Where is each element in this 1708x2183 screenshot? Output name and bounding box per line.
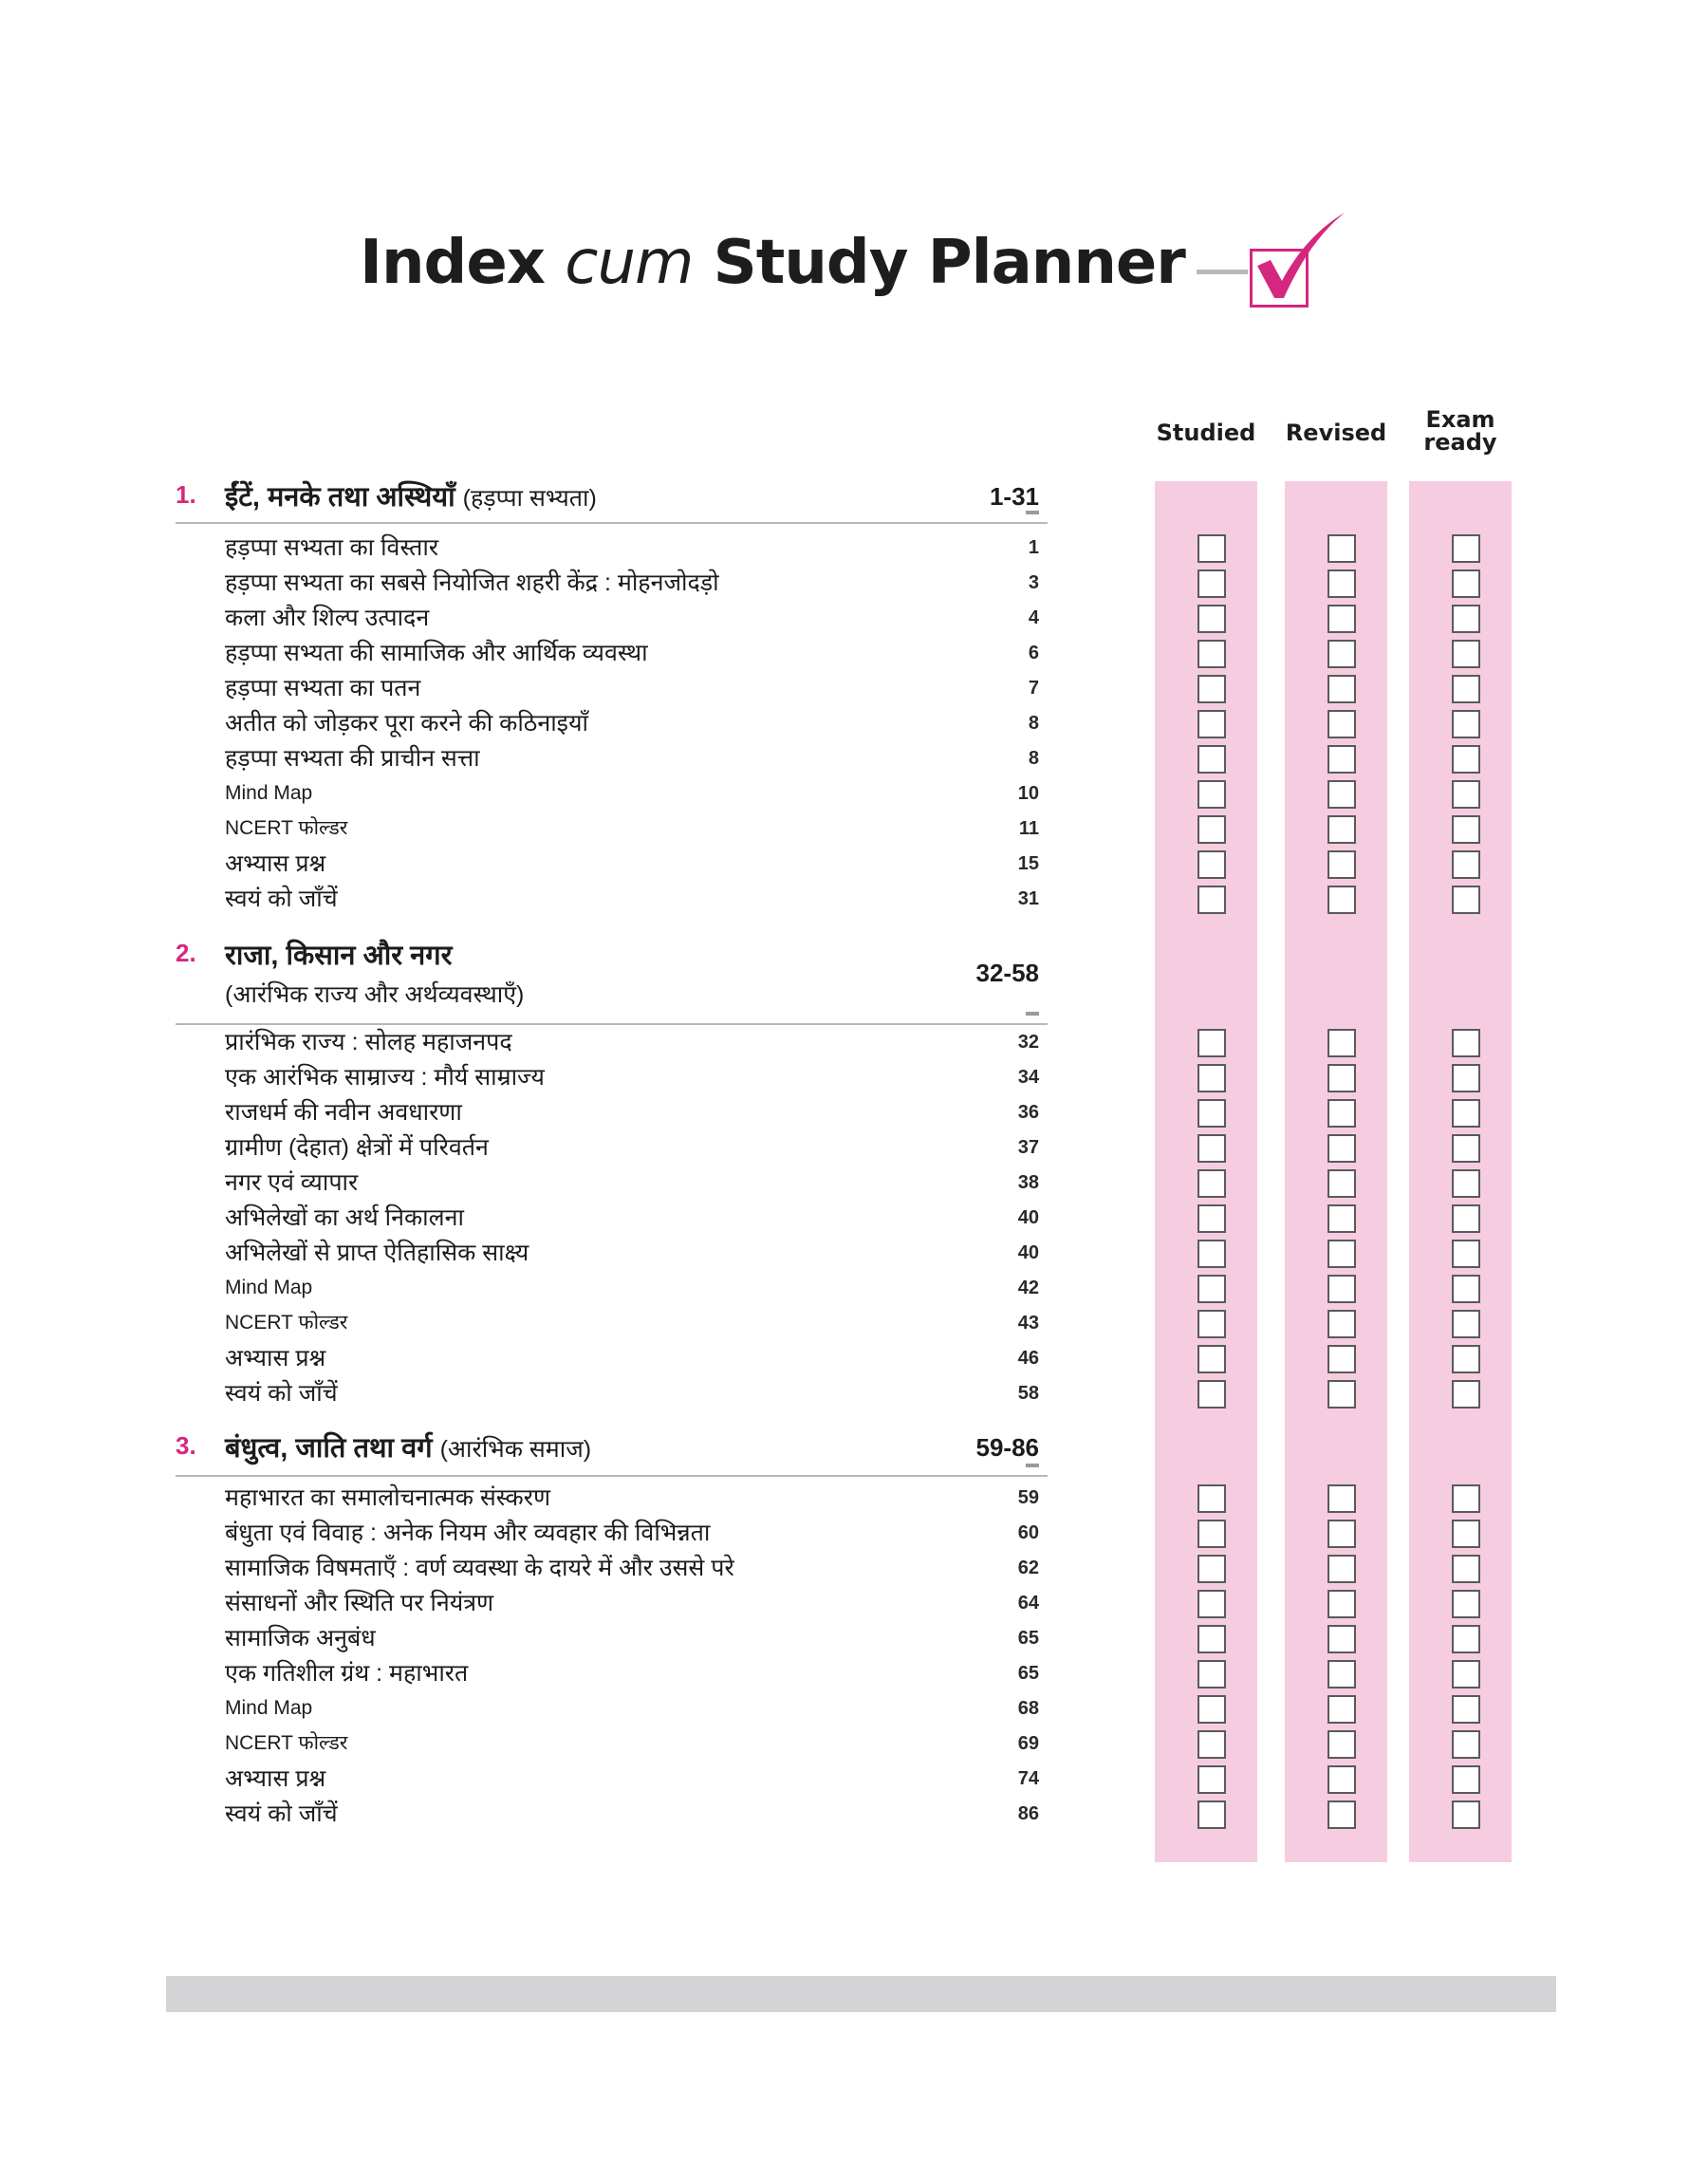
revised-checkbox[interactable]: [1327, 1695, 1356, 1724]
exam-ready-checkbox[interactable]: [1452, 534, 1480, 563]
revised-checkbox[interactable]: [1327, 605, 1356, 633]
topic-label: NCERT फोल्डर: [225, 817, 348, 839]
topic-label: एक गतिशील ग्रंथ : महाभारत: [225, 1660, 469, 1687]
chapter-title: [225, 1428, 591, 1465]
title-index: Index: [360, 228, 546, 298]
topic-page-number: 31: [1017, 888, 1039, 909]
topic-label: हड़प्पा सभ्यता की सामाजिक और आर्थिक व्यवस्था: [225, 640, 648, 666]
chapter-divider: [176, 1023, 1048, 1025]
studied-checkbox[interactable]: [1197, 1169, 1226, 1198]
studied-checkbox[interactable]: [1197, 1520, 1226, 1548]
topic-page-number: 58: [1017, 1383, 1039, 1404]
revised-checkbox[interactable]: [1327, 1310, 1356, 1338]
revised-checkbox[interactable]: [1327, 1730, 1356, 1759]
topic-label: हड़प्पा सभ्यता का विस्तार: [225, 534, 439, 561]
topic-label: अभ्यास प्रश्न: [225, 850, 326, 877]
revised-checkbox[interactable]: [1327, 675, 1356, 703]
chapter-divider-tick: [1026, 1012, 1039, 1016]
title-study-planner: Study Planner: [713, 228, 1185, 298]
exam-ready-checkbox[interactable]: [1452, 1275, 1480, 1303]
studied-checkbox[interactable]: [1197, 1484, 1226, 1513]
topic-label: स्वयं को जाँचें: [225, 1380, 338, 1407]
revised-checkbox[interactable]: [1327, 1520, 1356, 1548]
topic-label: एक आरंभिक साम्राज्य : मौर्य साम्राज्य: [225, 1064, 545, 1091]
column-header-exam-line1: Exam: [1425, 406, 1495, 433]
topic-page-number: 46: [1017, 1348, 1039, 1369]
exam-ready-checkbox[interactable]: [1452, 675, 1480, 703]
exam-ready-checkbox[interactable]: [1452, 1240, 1480, 1268]
topic-page-number: 38: [1017, 1172, 1039, 1193]
topic-page-number: 36: [1017, 1102, 1039, 1123]
exam-ready-checkbox[interactable]: [1452, 569, 1480, 598]
chapter-number: 2.: [176, 939, 196, 967]
exam-ready-checkbox[interactable]: [1452, 1555, 1480, 1583]
topic-page-number: 4: [1028, 607, 1039, 628]
topic-label: NCERT फोल्डर: [225, 1312, 348, 1334]
revised-checkbox[interactable]: [1327, 780, 1356, 809]
studied-checkbox[interactable]: [1197, 1099, 1226, 1128]
topic-label: महाभारत का समालोचनात्मक संस्करण: [225, 1484, 551, 1511]
chapter-title-text: ईंटें, मनके तथा अस्थियाँ: [225, 482, 455, 513]
topic-label: Mind Map: [225, 1277, 313, 1298]
studied-checkbox[interactable]: [1197, 1310, 1226, 1338]
revised-checkbox[interactable]: [1327, 886, 1356, 914]
exam-ready-checkbox[interactable]: [1452, 1590, 1480, 1618]
topic-page-number: 59: [1017, 1487, 1039, 1508]
topic-label: कला और शिल्प उत्पादन: [225, 605, 430, 631]
exam-ready-checkbox[interactable]: [1452, 1134, 1480, 1163]
topic-page-number: 62: [1017, 1558, 1039, 1578]
studied-checkbox[interactable]: [1197, 1765, 1226, 1794]
exam-ready-checkbox[interactable]: [1452, 1484, 1480, 1513]
topic-page-number: 40: [1017, 1207, 1039, 1228]
studied-checkbox[interactable]: [1197, 780, 1226, 809]
chapter-page-range: 32-58: [975, 959, 1039, 987]
exam-ready-checkbox[interactable]: [1452, 1520, 1480, 1548]
page-header: [0, 211, 1708, 315]
exam-ready-checkbox[interactable]: [1452, 850, 1480, 879]
topic-page-number: 8: [1028, 748, 1039, 769]
studied-checkbox[interactable]: [1197, 1345, 1226, 1373]
revised-checkbox[interactable]: [1327, 1029, 1356, 1057]
revised-checkbox[interactable]: [1327, 1660, 1356, 1689]
revised-checkbox[interactable]: [1327, 1765, 1356, 1794]
exam-ready-checkbox[interactable]: [1452, 1204, 1480, 1233]
revised-checkbox[interactable]: [1327, 1380, 1356, 1409]
topic-page-number: 1: [1028, 537, 1039, 558]
studied-checkbox[interactable]: [1197, 1134, 1226, 1163]
chapter-subtitle: (हड़प्पा सभ्यता): [462, 485, 597, 512]
chapter-subtitle: (आरंभिक समाज): [439, 1436, 592, 1463]
revised-checkbox[interactable]: [1327, 569, 1356, 598]
topic-page-number: 65: [1017, 1628, 1039, 1649]
exam-ready-checkbox[interactable]: [1452, 1380, 1480, 1409]
exam-ready-checkbox[interactable]: [1452, 815, 1480, 844]
topic-label: सामाजिक अनुबंध: [225, 1625, 376, 1651]
exam-ready-checkbox[interactable]: [1452, 1625, 1480, 1653]
topic-page-number: 64: [1017, 1593, 1039, 1614]
topic-label: संसाधनों और स्थिति पर नियंत्रण: [225, 1590, 494, 1616]
topic-page-number: 8: [1028, 713, 1039, 734]
topic-page-number: 65: [1017, 1663, 1039, 1684]
topic-page-number: 32: [1017, 1032, 1039, 1053]
studied-checkbox[interactable]: [1197, 675, 1226, 703]
studied-checkbox[interactable]: [1197, 1695, 1226, 1724]
topic-page-number: 42: [1017, 1278, 1039, 1298]
chapter-number: 3.: [176, 1431, 196, 1460]
topic-page-number: 69: [1017, 1733, 1039, 1754]
exam-ready-checkbox[interactable]: [1452, 1099, 1480, 1128]
revised-checkbox[interactable]: [1327, 1064, 1356, 1092]
topic-label: Mind Map: [225, 1697, 313, 1719]
revised-checkbox[interactable]: [1327, 745, 1356, 774]
topic-page-number: 43: [1017, 1313, 1039, 1334]
footer-bar: [166, 1976, 1556, 2012]
chapter-divider-tick: [1026, 1464, 1039, 1467]
exam-ready-checkbox[interactable]: [1452, 886, 1480, 914]
revised-checkbox[interactable]: [1327, 1240, 1356, 1268]
exam-ready-checkbox[interactable]: [1452, 1169, 1480, 1198]
topic-page-number: 7: [1028, 678, 1039, 699]
studied-checkbox[interactable]: [1197, 640, 1226, 668]
topic-page-number: 74: [1017, 1768, 1039, 1789]
exam-ready-checkbox[interactable]: [1452, 710, 1480, 738]
revised-checkbox[interactable]: [1327, 1169, 1356, 1198]
topic-label: अभिलेखों से प्राप्त ऐतिहासिक साक्ष्य: [225, 1240, 529, 1266]
topic-label: हड़प्पा सभ्यता का सबसे नियोजित शहरी केंद्र : मोहनजोदड़ो: [225, 569, 719, 596]
chapter-page-range: 1-31: [989, 482, 1039, 511]
topic-page-number: 60: [1017, 1522, 1039, 1543]
exam-ready-checkbox[interactable]: [1452, 1064, 1480, 1092]
topic-page-number: 86: [1017, 1803, 1039, 1824]
checkmark-icon: [1246, 211, 1350, 306]
studied-checkbox[interactable]: [1197, 745, 1226, 774]
topic-label: राजधर्म की नवीन अवधारणा: [225, 1099, 462, 1126]
revised-checkbox[interactable]: [1327, 815, 1356, 844]
chapter-divider-tick: [1026, 511, 1039, 514]
studied-checkbox[interactable]: [1197, 1660, 1226, 1689]
revised-checkbox[interactable]: [1327, 1134, 1356, 1163]
topic-label: ग्रामीण (देहात) क्षेत्रों में परिवर्तन: [225, 1134, 489, 1161]
studied-checkbox[interactable]: [1197, 534, 1226, 563]
revised-checkbox[interactable]: [1327, 1555, 1356, 1583]
revised-checkbox[interactable]: [1327, 710, 1356, 738]
topic-label: NCERT फोल्डर: [225, 1732, 348, 1754]
column-header-revised: Revised: [1285, 420, 1387, 446]
column-header-exam-ready: [1409, 408, 1512, 454]
studied-checkbox[interactable]: [1197, 1275, 1226, 1303]
title-dash: [1197, 270, 1248, 274]
exam-ready-checkbox[interactable]: [1452, 1029, 1480, 1057]
revised-checkbox[interactable]: [1327, 1484, 1356, 1513]
studied-checkbox[interactable]: [1197, 1204, 1226, 1233]
exam-ready-checkbox[interactable]: [1452, 1695, 1480, 1724]
studied-checkbox[interactable]: [1197, 1380, 1226, 1409]
topic-label: स्वयं को जाँचें: [225, 1801, 338, 1827]
chapter-title-text: बंधुत्व, जाति तथा वर्ग: [225, 1433, 433, 1464]
revised-checkbox[interactable]: [1327, 640, 1356, 668]
exam-ready-checkbox[interactable]: [1452, 745, 1480, 774]
chapter-title-text: राजा, किसान और नगर: [225, 941, 453, 971]
column-header-studied: Studied: [1156, 420, 1256, 446]
studied-checkbox[interactable]: [1197, 1590, 1226, 1618]
title-checkmark-badge: [1197, 211, 1348, 315]
topic-page-number: 10: [1017, 783, 1039, 804]
exam-ready-checkbox[interactable]: [1452, 640, 1480, 668]
studied-checkbox[interactable]: [1197, 1625, 1226, 1653]
exam-ready-checkbox[interactable]: [1452, 1801, 1480, 1829]
revised-checkbox[interactable]: [1327, 850, 1356, 879]
studied-checkbox[interactable]: [1197, 815, 1226, 844]
revised-checkbox[interactable]: [1327, 534, 1356, 563]
studied-checkbox[interactable]: [1197, 1555, 1226, 1583]
revised-checkbox[interactable]: [1327, 1275, 1356, 1303]
topic-page-number: 34: [1017, 1067, 1039, 1088]
studied-checkbox[interactable]: [1197, 850, 1226, 879]
chapter-divider: [176, 1475, 1048, 1477]
revised-checkbox[interactable]: [1327, 1590, 1356, 1618]
topic-page-number: 68: [1017, 1698, 1039, 1719]
revised-checkbox[interactable]: [1327, 1204, 1356, 1233]
exam-ready-checkbox[interactable]: [1452, 1730, 1480, 1759]
studied-checkbox[interactable]: [1197, 1240, 1226, 1268]
topic-label: सामाजिक विषमताएँ : वर्ण व्यवस्था के दायरे में और उससे परे: [225, 1555, 734, 1581]
studied-checkbox[interactable]: [1197, 605, 1226, 633]
topic-label: अभ्यास प्रश्न: [225, 1345, 326, 1371]
revised-checkbox[interactable]: [1327, 1801, 1356, 1829]
chapter-subtitle: (आरंभिक राज्य और अर्थव्यवस्थाएँ): [225, 981, 525, 1008]
topic-label: बंधुता एवं विवाह : अनेक नियम और व्यवहार की विभिन्नता: [225, 1520, 711, 1546]
title-cum: cum: [565, 228, 694, 298]
exam-ready-checkbox[interactable]: [1452, 1310, 1480, 1338]
topic-page-number: 11: [1018, 818, 1039, 839]
chapter-title: [225, 936, 452, 973]
revised-checkbox[interactable]: [1327, 1099, 1356, 1128]
topic-page-number: 37: [1017, 1137, 1039, 1158]
column-header-exam-line2: ready: [1423, 429, 1497, 456]
chapter-divider: [176, 522, 1048, 524]
revised-checkbox[interactable]: [1327, 1625, 1356, 1653]
exam-ready-checkbox[interactable]: [1452, 605, 1480, 633]
topic-label: स्वयं को जाँचें: [225, 886, 338, 912]
chapter-page-range: 59-86: [975, 1433, 1039, 1462]
topic-label: प्रारंभिक राज्य : सोलह महाजनपद: [225, 1029, 512, 1055]
revised-checkbox[interactable]: [1327, 1345, 1356, 1373]
exam-ready-checkbox[interactable]: [1452, 780, 1480, 809]
topic-page-number: 40: [1017, 1242, 1039, 1263]
page-title: [360, 228, 1185, 298]
topic-label: नगर एवं व्यापार: [225, 1169, 359, 1196]
topic-label: हड़प्पा सभ्यता का पतन: [225, 675, 421, 701]
studied-checkbox[interactable]: [1197, 710, 1226, 738]
topic-label: Mind Map: [225, 782, 313, 804]
topic-label: अभ्यास प्रश्न: [225, 1765, 326, 1792]
topic-label: अतीत को जोड़कर पूरा करने की कठिनाइयाँ: [225, 710, 588, 737]
studied-checkbox[interactable]: [1197, 1730, 1226, 1759]
chapter-title: [225, 477, 597, 514]
topic-page-number: 15: [1017, 853, 1039, 874]
topic-label: अभिलेखों का अर्थ निकालना: [225, 1204, 464, 1231]
studied-checkbox[interactable]: [1197, 1029, 1226, 1057]
exam-ready-checkbox[interactable]: [1452, 1660, 1480, 1689]
exam-ready-checkbox[interactable]: [1452, 1345, 1480, 1373]
topic-label: हड़प्पा सभ्यता की प्राचीन सत्ता: [225, 745, 480, 772]
topic-page-number: 6: [1028, 643, 1039, 663]
studied-checkbox[interactable]: [1197, 1801, 1226, 1829]
studied-checkbox[interactable]: [1197, 1064, 1226, 1092]
exam-ready-checkbox[interactable]: [1452, 1765, 1480, 1794]
chapter-number: 1.: [176, 480, 196, 509]
studied-checkbox[interactable]: [1197, 886, 1226, 914]
studied-checkbox[interactable]: [1197, 569, 1226, 598]
topic-page-number: 3: [1028, 572, 1039, 593]
